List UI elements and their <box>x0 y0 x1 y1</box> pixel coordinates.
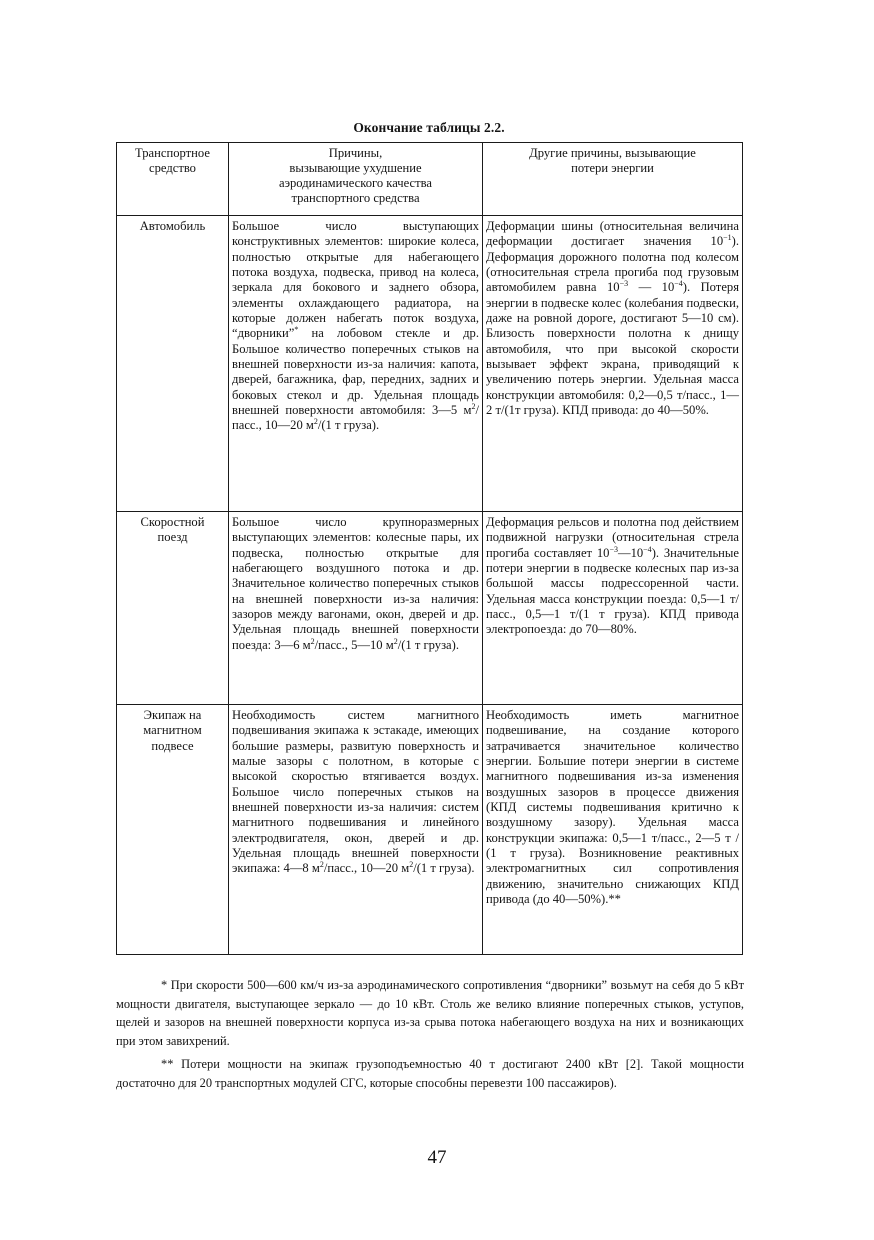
cell-text: ). Потеря энергии в подвеске колес (колебания подвески, даже на ровной дороге, достигают 5—10 см). Близость поверхности полотна к днищу автомобиля, что при высокой скорости вызывает эффект экрана, приводящий к увеличению потерь энергии. Удельная масса конструкции автомобиля: 0,2—0,5 т/пасс., 1—2 т/(1т груза). КПД привода: до 40—50%. <box>486 280 739 418</box>
cell-vehicle <box>117 216 229 512</box>
header-line: средство <box>149 161 196 175</box>
vehicle-name: Скоростной <box>140 515 205 529</box>
cell-vehicle <box>117 705 229 955</box>
cell-text: — 10 <box>628 280 675 295</box>
footnote-1: * При скорости 500—600 км/ч из-за аэродинамического сопротивления “дворники” возьмут на себя до 5 кВт мощности двигателя, выступающее зеркало — до 10 кВт. Столь же велико влияние поперечных стыков, уступов, щелей и зазоров на внешней поверхности корпуса из-за срыва потока набегающего воздуха на них и возникающих при этом завихрений. <box>116 978 744 1048</box>
table-row-car <box>117 216 743 512</box>
superscript: 2 <box>319 860 324 870</box>
cell-text: —10 <box>617 545 644 560</box>
page-number: 47 <box>427 1147 447 1168</box>
vehicle-name: магнитном <box>143 723 202 738</box>
cell-text: на лобовом стекле и др. Большое количество поперечных стыков на внешней поверхности из-за наличия: капота, дверей, багажника, фар, передних, задних и боковых стекол и др. Удельная площадь внешней поверхности автомобиля: 3—5 м <box>232 326 479 418</box>
cell-aero-causes <box>229 705 483 955</box>
header-vehicle <box>117 143 229 216</box>
cell-aero-causes <box>229 216 483 512</box>
cell-text: ). Значительные потери энергии в подвеске колесных пар из-за большой массы подрессоренной части. Удельная масса конструкции поезда: 0,5—1 т/пасс., 0,5—1 т/(1 т груза). КПД привода электропоезда: до 70—80%. <box>486 545 739 637</box>
table-row-train <box>117 512 743 705</box>
cell-aero-causes <box>229 512 483 705</box>
footnote-2: ** Потери мощности на экипаж грузоподъемностью 40 т достигают 2400 кВт [2]. Такой мощности достаточно для 20 транспортных модулей СГС, которые способны перевезти 100 пассажиров). <box>116 1057 744 1090</box>
vehicle-name: поезд <box>157 530 188 545</box>
superscript: 2 <box>313 417 318 427</box>
header-aero-causes <box>229 143 483 216</box>
footnotes <box>116 976 744 1098</box>
header-line: транспортного средства <box>291 191 420 205</box>
cell-other-causes <box>483 512 743 705</box>
cell-text: Деформация рельсов и полотна под действием подвижной нагрузки (относительная стрела прогиба составляет 10 <box>486 515 739 560</box>
table-row-maglev <box>117 705 743 955</box>
header-line: вызывающие ухудшение <box>289 161 422 175</box>
footnote-mark: * <box>294 325 299 335</box>
cell-text: Большое число выступающих конструктивных элементов: широкие колеса, полностью открытые для набегающего потока воздуха, подвеска, привод на колеса, зеркала для бокового и заднего обзора, элементы охлаждающего радиатора, на которые должен набегать поток воздуха, “дворники” <box>232 219 479 341</box>
table-caption: Окончание таблицы 2.2. <box>353 120 505 135</box>
superscript: 2 <box>409 860 414 870</box>
header-line: Транспортное <box>135 146 210 160</box>
cell-text: /(1 т груза). <box>413 861 475 876</box>
superscript: 2 <box>393 636 398 646</box>
cell-text: Деформации шины (относительная величина деформации достигает значения 10 <box>486 219 739 249</box>
cell-vehicle <box>117 512 229 705</box>
header-line: аэродинамического качества <box>278 176 433 190</box>
header-line: Причины, <box>328 146 383 160</box>
cell-other-causes <box>483 216 743 512</box>
vehicle-name: Экипаж на <box>143 708 202 722</box>
superscript: −1 <box>723 233 732 243</box>
table-header-row <box>117 143 743 216</box>
cell-text: /пасс., 5—10 м <box>314 637 394 652</box>
header-line: Другие причины, вызывающие <box>529 146 696 160</box>
cell-text: /(1 т груза). <box>397 637 459 652</box>
superscript: 2 <box>310 636 315 646</box>
superscript: −4 <box>643 544 652 554</box>
cell-text: Большое число крупноразмерных выступающих элементов: колесные пары, их подвеска, полностью открытые для набегающего воздушного потока и др. Значительное количество поперечных стыков на внешней поверхности из-за наличия: зазоров между вагонами, окон, дверей и др. Удельная площадь внешней поверхности поезда: 3—6 м <box>232 515 479 652</box>
superscript: 2 <box>471 402 476 412</box>
transport-energy-loss-table <box>116 142 743 955</box>
cell-text: /(1 т груза). <box>317 418 380 433</box>
superscript: −3 <box>619 279 629 289</box>
cell-text: /пасс., 10—20 м <box>232 403 479 433</box>
cell-text: Необходимость систем магнитного подвешивания экипажа к эстакаде, имеющих большие размеры, развитую поверхность и малые зазоры с полотном, в которые с высокой скоростью втягивается воздух. Большое число поперечных стыков на внешней поверхности из-за наличия: систем магнитного подвешивания и линейного электродвигателя, окон, дверей и др. Удельная площадь внешней поверхности экипажа: 4—8 м <box>232 708 479 876</box>
vehicle-name: Автомобиль <box>139 219 206 233</box>
header-other-causes <box>483 143 743 216</box>
header-line: потери энергии <box>571 161 654 175</box>
vehicle-name: подвесе <box>151 738 194 753</box>
superscript: −3 <box>609 544 618 554</box>
cell-other-causes <box>483 705 743 955</box>
cell-text: Необходимость иметь магнитное подвешивание, на создание которого затрачивается значительное количество энергии. Большие потери энергии в системе магнитного подвешивания из-за изменения воздушных зазоров в процессе движения (КПД системы подвешивания критично к воздушному зазору). Удельная масса конструкции экипажа: 0,5—1 т/пасс., 2—5 т / (1 т груза). Возникновение реактивных электромагнитных сил сопротивления движению, значительно снижающих КПД привода (до 40—50%).** <box>486 708 739 907</box>
superscript: −4 <box>674 279 683 289</box>
cell-text: /пасс., 10—20 м <box>323 861 410 876</box>
cell-text: ). Деформация дорожного полотна под колесом (относительная стрела прогиба под грузовым автомобилем равна 10 <box>486 234 739 295</box>
